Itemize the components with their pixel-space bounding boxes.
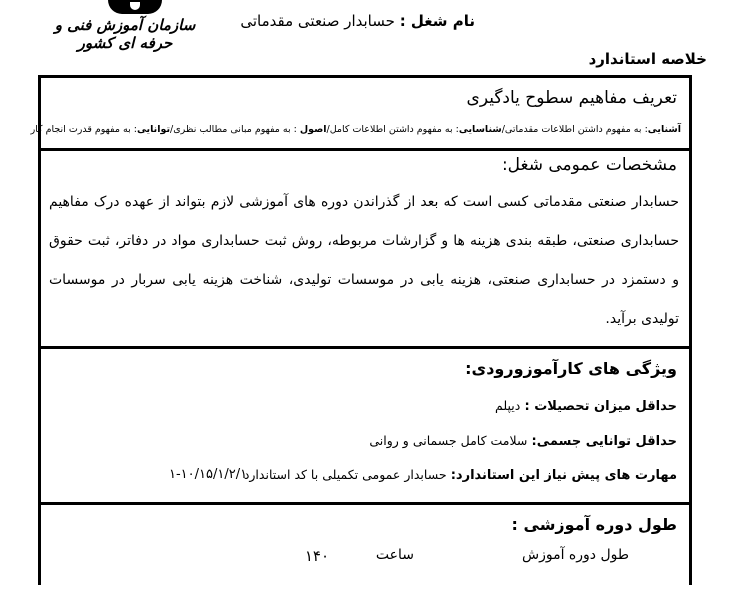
level-desc: : به مفهوم داشتن اطلاعات کامل/ <box>326 124 459 135</box>
training-duration-title: طول دوره آموزشی : <box>511 515 677 534</box>
education-label: حداقل میزان تحصیلات : <box>524 399 677 414</box>
level-desc: : به مفهوم داشتن اطلاعات مقدماتی/ <box>501 124 648 135</box>
level-term: توانایی <box>136 124 171 135</box>
organization-name: سازمان آموزش فنی و حرفه ای کشور <box>54 16 196 52</box>
level-desc: : به مفهوم قدرت انجام کار <box>30 124 137 135</box>
training-duration-unit: ساعت <box>375 547 414 563</box>
job-specs-section <box>41 151 689 349</box>
job-title-value: حسابدار صنعتی مقدماتی <box>240 12 395 30</box>
prerequisite-label: مهارت های پیش نیاز این استاندارد: <box>450 468 677 483</box>
learning-levels-title: تعریف مفاهیم سطوح یادگیری <box>466 88 677 108</box>
standard-summary-frame <box>30 75 692 585</box>
prerequisite-row <box>244 467 677 483</box>
level-term: شناسایی <box>458 124 502 135</box>
education-row <box>495 398 677 414</box>
learning-levels-section <box>30 78 689 151</box>
education-value: دیپلم <box>495 398 521 413</box>
physical-ability-value: سلامت کامل جسمانی و روانی <box>369 433 528 448</box>
job-title <box>240 12 475 30</box>
training-duration-section <box>41 505 689 595</box>
training-duration-hours: ۱۴۰ <box>304 547 329 565</box>
job-specs-title: مشخصات عمومی شغل: <box>501 155 677 175</box>
standard-code: ۱-۱۰/۱۵/۱/۲/۱ <box>169 467 248 482</box>
learning-levels-definitions <box>31 124 681 135</box>
organization-logo <box>108 0 162 14</box>
level-term: اصول <box>299 124 327 135</box>
physical-ability-label: حداقل توانایی جسمی: <box>531 434 677 449</box>
job-specs-description: حسابدار صنعتی مقدماتی کسی است که بعد از گذراندن دوره های آموزشی لازم بتواند از عهده درک مفاهیم حسابداری صنعتی، طبقه بندی هزینه ها و گزارشات مربوطه، روش ثبت حسابداری مواد در دفاتر، ثبت حقوق و دستمزد در حسابداری صنعتی، هزینه یابی در موسسات تولیدی، شناخت هزینه یابی سربار در موسسات تولیدی برآید. <box>49 194 679 327</box>
entry-requirements-title: ویژگی های کارآموزورودی: <box>465 359 677 378</box>
training-duration-label: طول دوره آموزش <box>521 547 629 563</box>
level-desc: : به مفهوم مبانی مطالب نظری/ <box>170 124 300 135</box>
summary-title: خلاصه استاندارد <box>588 50 707 68</box>
prerequisite-value: حسابدار عمومی تکمیلی با کد استاندارد <box>243 467 447 482</box>
level-term: آشنایی <box>647 124 681 135</box>
job-title-label: نام شغل : <box>399 12 475 30</box>
physical-ability-row <box>369 433 677 449</box>
entry-requirements-section <box>41 349 689 505</box>
